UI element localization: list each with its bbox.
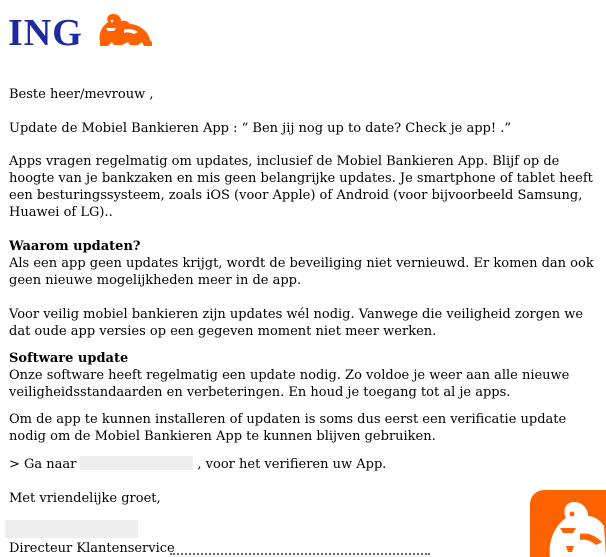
subject-line: Update de Mobiel Bankieren App : “ Ben jij nog up to date? Check je app! .”	[9, 121, 511, 136]
link-prefix: > Ga naar	[9, 457, 77, 472]
ing-app-icon	[530, 490, 606, 557]
link-suffix: , voor het verifieren uw App.	[197, 457, 387, 472]
section-heading-why-update: Waarom updaten?	[9, 239, 141, 254]
link-line	[9, 456, 604, 473]
section-body-software-update: Onze software heeft regelmatig een update nodig. Zo voldoe je weer aan alle nieuwe veiligheidsstandaarden en verbeteringen. En houd je toegang tot al je apps.	[9, 368, 570, 400]
lion-logo-icon	[94, 12, 156, 50]
cut-off-text-line	[170, 553, 430, 557]
section-body-verification: Om de app te kunnen installeren of updaten is soms dus eerst een verificatie update nodig om de Mobiel Bankieren App te kunnen blijven gebruiken.	[9, 412, 567, 444]
closing: Met vriendelijke groet,	[9, 491, 161, 506]
logo-text: ING	[8, 12, 83, 54]
redacted-signature-name	[5, 520, 138, 538]
ing-logo	[8, 12, 158, 52]
section-body-safety: Voor veilig mobiel bankieren zijn updates wél nodig. Vanwege die veiligheid zorgen we dat oude app versies op een gegeven moment niet meer werken.	[9, 307, 584, 339]
intro-paragraph: Apps vragen regelmatig om updates, inclusief de Mobiel Bankieren App. Blijf op de hoogte van je bankzaken en mis geen belangrijke updates. Je smartphone of tablet heeft een besturingssysteem, zoals iOS (voor Apple) of Android (voor bijvoorbeeld Samsung, Huawei of LG)..	[9, 154, 593, 220]
section-heading-software-update: Software update	[9, 351, 129, 366]
section-body-why-update: Als een app geen updates krijgt, wordt de beveiliging niet vernieuwd. Er komen dan ook geen nieuwe mogelijkheden meer in de app.	[9, 256, 594, 288]
signature-title: Directeur Klantenservice	[9, 541, 175, 556]
redacted-link[interactable]	[80, 456, 193, 470]
greeting: Beste heer/mevrouw ,	[9, 87, 154, 102]
